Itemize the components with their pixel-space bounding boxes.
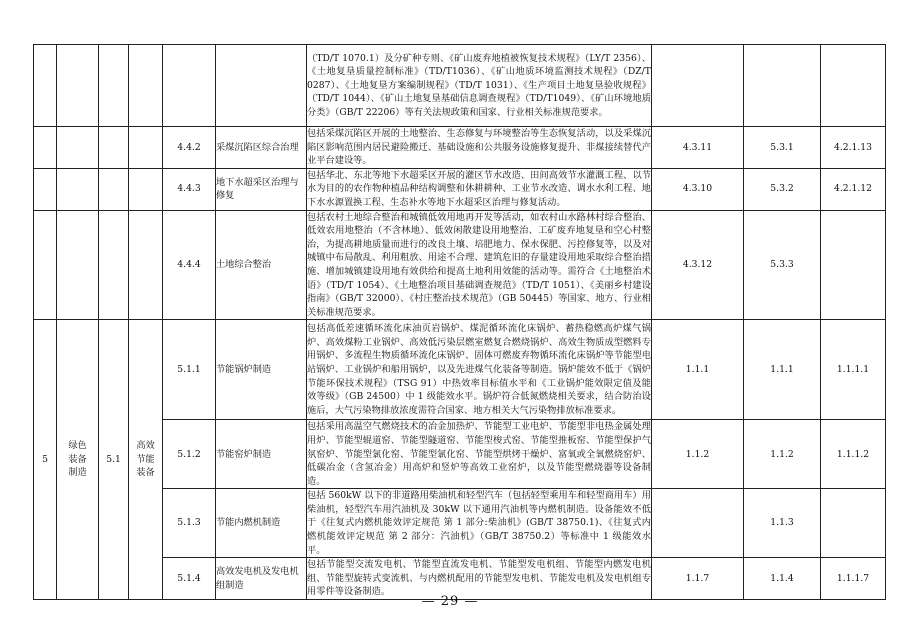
ref-code-2: 1.1.1 [744,320,821,420]
group-index: 5 [34,320,57,600]
ref-code-3: 1.1.1.2 [821,420,886,489]
item-name: 地下水超采区治理与修复 [216,168,307,210]
item-code: 4.4.2 [163,127,216,169]
ref-cell-1 [652,45,744,127]
item-description: 包括 560kW 以下的非道路用柴油机和轻型汽车（包括轻型乘用车和轻型商用车）用柴油机，轻型汽车用汽油机及 30kW 以下通用汽油机等内燃机制造。设备能效不低于《往复式内燃机能效评定规范 第 1 部分:柴油机》(GB/T 38750.1)、《往复式内燃机能效评定规范 第 2 部分：汽油机》（GB/T 38750.2）等标准中 1 级能效水平。 [307,489,652,558]
ref-code-3 [821,210,886,320]
ref-code-3: 1.1.1.1 [821,320,886,420]
group-sub-name: 高效节能装备 [129,320,163,600]
ref-code-3 [821,489,886,558]
item-description: 包括采用高温空气燃烧技术的冶金加热炉、节能型工业电炉、节能型非电热金属处理用炉、节能型辊道窑、节能型隧道窑、节能型梭式窑、节能型推板窑、节能型保护气氛窑炉、节能型氯化窑、节能型氯化窑、节能型烘烤干燥炉、富氧或全氧燃烧窑炉、低碳冶金（含氢冶金）用高炉和竖炉等高效工业窑炉，以及节能型燃烧器等设备制造。 [307,420,652,489]
ref-cell-3 [821,45,886,127]
ref-code-2: 5.3.1 [744,127,821,169]
item-description: 包括农村土地综合整治和城镇低效用地再开发等活动，如农村山水路林村综合整治、低效农用地整治（不含林地）、低效闲散建设用地整治、工矿废弃地复垦和空心村整治，为提高耕地质量而进行的改良土壤、培肥地力、保水保肥、污控修复等，以及对城镇中布局散乱、利用粗放、用途不合理、建筑危旧的存量建设用地采取综合整治措施、增加城镇建设用地有效供给和提高土地利用效能的活动等。需符合《土地整治术语》（TD/T 1054）、《土地整治项目基础调查规范》（TD/T 1051）、《美丽乡村建设指南》（GB/T 32000）、《村庄整治技术规范》（GB 50445）等国家、地方、行业相关标准规范要求。 [307,210,652,320]
table-row [34,127,886,169]
item-description: 包括高低差速循环流化床油页岩锅炉、煤泥循环流化床锅炉、蓄热稳燃高炉煤气锅炉、高效煤粉工业锅炉、高效低污染层燃室燃复合燃烧锅炉、高效生物质成型燃料专用锅炉、多流程生物质循环流化床锅炉、固体可燃废弃物循环流化床锅炉等节能型电站锅炉、工业锅炉和船用锅炉，以及先进煤气化装备等制造。锅炉能效不低于《锅炉节能环保技术规程》（TSG 91）中热效率目标值水平和《工业锅炉能效限定值及能效等级》（GB 24500）中 1 级能效水平。锅炉符合低氮燃烧相关要求，结合防治设施后，大气污染物排放浓度需符合国家、地方相关大气污染物排放标准要求。 [307,320,652,420]
index-cell [34,45,57,127]
group-category: 绿色装备制造 [57,320,99,600]
catalog-table [33,44,886,600]
ref-code-1 [652,489,744,558]
ref-code-1: 4.3.10 [652,168,744,210]
ref-code-3: 1.1.1.7 [821,558,886,600]
ref-code-1: 1.1.7 [652,558,744,600]
item-name: 节能窑炉制造 [216,420,307,489]
item-code: 5.1.2 [163,420,216,489]
item-name: 节能锅炉制造 [216,320,307,420]
ref-code-1: 1.1.2 [652,420,744,489]
item-description: 包括华北、东北等地下水超采区开展的灌区节水改造、田间高效节水灌溉工程、以节水为目的的农作物种植品种结构调整和休耕耕种、工业节水改造、调水水利工程、地下水水源置换工程、生态补水等地下水超采区治理与修复活动。 [307,168,652,210]
item-name: 土地综合整治 [216,210,307,320]
item-name: 节能内燃机制造 [216,489,307,558]
ref-code-3: 4.2.1.12 [821,168,886,210]
ref-code-2: 1.1.4 [744,558,821,600]
item-code: 5.1.1 [163,320,216,420]
table-row [34,320,886,420]
item-code-cell [163,45,216,127]
ref-code-3: 4.2.1.13 [821,127,886,169]
group-sub-code: 5.1 [99,320,129,600]
item-code: 4.4.4 [163,210,216,320]
sub-code-cell [99,45,129,127]
ref-code-2: 1.1.2 [744,420,821,489]
item-description: 包括采煤沉陷区开展的土地整治、生态修复与环境整治等生态恢复活动，以及采煤沉陷区影响范围内居民避险搬迁、基础设施和公共服务设施修复提升、非煤接续替代产业平台建设等。 [307,127,652,169]
item-description: 包括节能型交流发电机、节能型直流发电机、节能型发电机组、节能型内燃发电机组、节能型旋转式变流机、与内燃机配用的节能型发电机、节能发电机及发电机组专用零件等设备制造。 [307,558,652,600]
sub-name-cell [129,45,163,127]
table-row [34,168,886,210]
item-code: 5.1.3 [163,489,216,558]
page-number: — 29 — [421,594,479,609]
item-code: 5.1.4 [163,558,216,600]
item-code: 4.4.3 [163,168,216,210]
ref-code-1: 4.3.12 [652,210,744,320]
table-row [34,210,886,320]
table-row [34,45,886,127]
ref-code-2: 5.3.2 [744,168,821,210]
ref-cell-2 [744,45,821,127]
ref-code-1: 4.3.11 [652,127,744,169]
item-name: 高效发电机及发电机组制造 [216,558,307,600]
ref-code-2: 1.1.3 [744,489,821,558]
category-cell [57,45,99,127]
ref-code-2: 5.3.3 [744,210,821,320]
item-name-cell [216,45,307,127]
ref-code-1: 1.1.1 [652,320,744,420]
item-name: 采煤沉陷区综合治理 [216,127,307,169]
item-description: （TD/T 1070.1）及分矿种专则、《矿山废弃地植被恢复技术规程》（LY/T 2356）、《土地复垦质量控制标准》（TD/T1036）、《矿山地质环境监测技术规程》（DZ/T 0287）、《土地复垦方案编制规程》（TD/T 1031）、《生产项目土地复垦验收规程》（TD/T 1044）、《矿山土地复垦基础信息调查规程》（TD/T1049）、《矿山环境地质分类》（GB/T 22206）等有关法规政策和国家、行业相关标准规范要求。 [307,45,652,127]
